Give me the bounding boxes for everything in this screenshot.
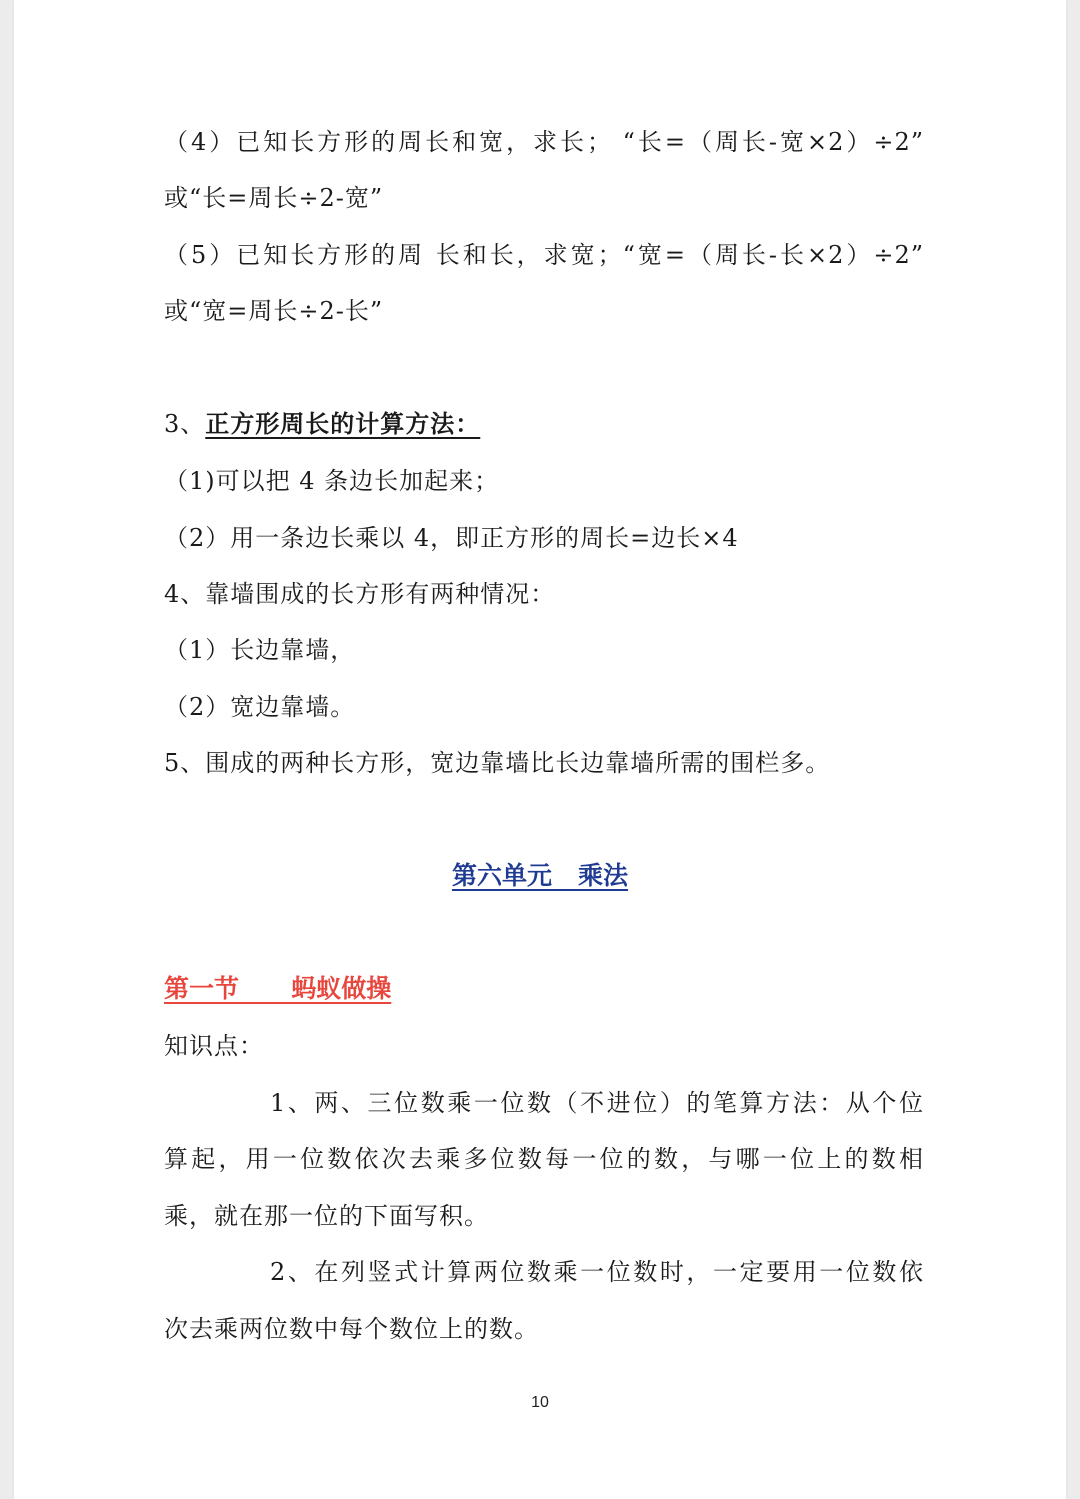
knowledge-label: 知识点： — [164, 1032, 264, 1060]
text-line: （2）宽边靠墙。 — [164, 693, 356, 721]
paragraph-line: 1、两、三位数乘一位数（不进位）的笔算方法：从个位 — [270, 1089, 924, 1117]
heading-3 — [164, 407, 924, 441]
text-line: （4）已知长方形的周长和宽，求长； “长=（周长-宽×2）÷2” — [164, 128, 924, 156]
document-page — [14, 0, 1066, 1499]
text-line: 或“长=周长÷2-宽” — [164, 184, 384, 212]
unit-title: 第六单元 乘法 — [451, 861, 629, 890]
paragraph-line: 乘，就在那一位的下面写积。 — [164, 1202, 489, 1230]
paragraph-line: 2、在列竖式计算两位数乘一位数时，一定要用一位数依 — [270, 1258, 924, 1286]
text-line: 或“宽=周长÷2-长” — [164, 297, 384, 325]
paragraph-line: 次去乘两位数中每个数位上的数。 — [164, 1315, 539, 1343]
text-line: （2）用一条边长乘以 4，即正方形的周长=边长×4 — [164, 524, 739, 552]
heading-3-title: 正方形周长的计算方法： — [205, 409, 481, 438]
paragraph-line: 算起，用一位数依次去乘多位数每一位的数，与哪一位上的数相 — [164, 1145, 924, 1173]
text-line: （1）长边靠墙， — [164, 636, 356, 664]
text-line: 5、围成的两种长方形，宽边靠墙比长边靠墙所需的围栏多。 — [164, 749, 831, 777]
section-title: 第一节 蚂蚁做操 — [164, 974, 392, 1003]
heading-3-number: 3、 — [164, 410, 206, 438]
text-line: 4、靠墙围成的长方形有两种情况： — [164, 580, 556, 608]
page-number: 10 — [531, 1394, 549, 1411]
text-line: （5）已知长方形的周 长和长，求宽；“宽=（周长-长×2）÷2” — [164, 241, 924, 269]
text-line: （1)可以把 4 条边长加起来； — [164, 467, 500, 495]
